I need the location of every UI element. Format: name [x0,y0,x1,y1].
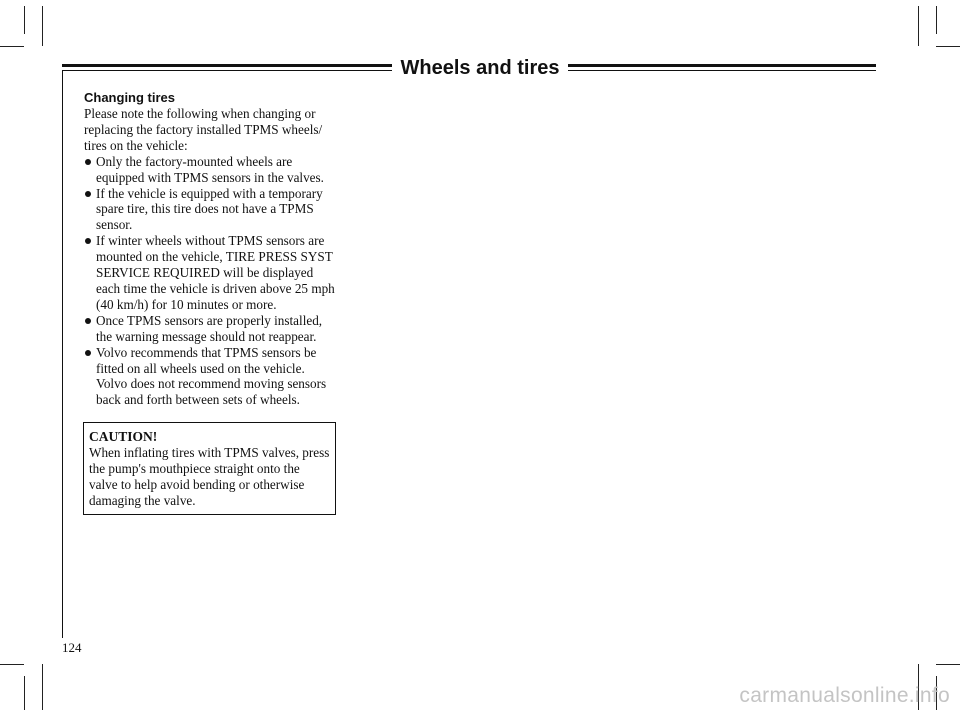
list-item-text: If the vehicle is equipped with a temporary spare tire, this tire does not have a TPMS sensor. [96,185,323,233]
bullet-icon [85,159,91,165]
caution-title: CAUTION! [89,429,158,444]
bullet-list [84,154,336,409]
watermark: carmanualsonline.info [739,684,950,707]
header-rule-right [568,64,876,74]
caution-box [83,422,336,515]
crop-mark [0,664,24,665]
bullet-icon [85,318,91,324]
header-rule-left [62,64,392,74]
list-item [84,345,336,409]
bullet-icon [85,350,91,356]
list-item-text: Volvo recommends that TPMS sensors be fitted on all wheels used on the vehicle. Volvo does not recommend moving sensors back and forth between sets of wheels. [96,344,327,408]
text-column [84,90,336,408]
list-item-text: If winter wheels without TPMS sensors are mounted on the vehicle, TIRE PRESS SYST SERVICE REQUIRED will be displayed each time the vehicle is driven above 25 mph (40 km/h) for 10 minutes or more. [96,233,335,312]
left-margin-rule [62,70,63,638]
crop-mark [24,676,25,710]
crop-mark [42,6,43,46]
list-item [84,313,336,345]
crop-mark [24,6,25,34]
caution-text: When inflating tires with TPMS valves, press the pump's mouthpiece straight onto the valve to help avoid bending or otherwise damaging the valve. [89,445,330,508]
list-item [84,186,336,234]
bullet-icon [85,191,91,197]
crop-mark [0,46,24,47]
section-title: Wheels and tires [400,57,560,79]
list-item [84,233,336,313]
bullet-icon [85,238,91,244]
crop-mark [42,664,43,710]
page-number: 124 [62,640,82,655]
list-item-text: Only the factory-mounted wheels are equipped with TPMS sensors in the valves. [96,153,324,185]
crop-mark [936,664,960,665]
crop-mark [918,6,919,46]
list-item-text: Once TPMS sensors are properly installed, the warning message should not reappear. [96,312,323,344]
list-item [84,154,336,186]
subheading: Changing tires [84,90,176,105]
crop-mark [936,46,960,47]
crop-mark [936,6,937,34]
intro-paragraph: Please note the following when changing or replacing the factory installed TPMS wheels/ tires on the vehicle: [84,106,323,153]
